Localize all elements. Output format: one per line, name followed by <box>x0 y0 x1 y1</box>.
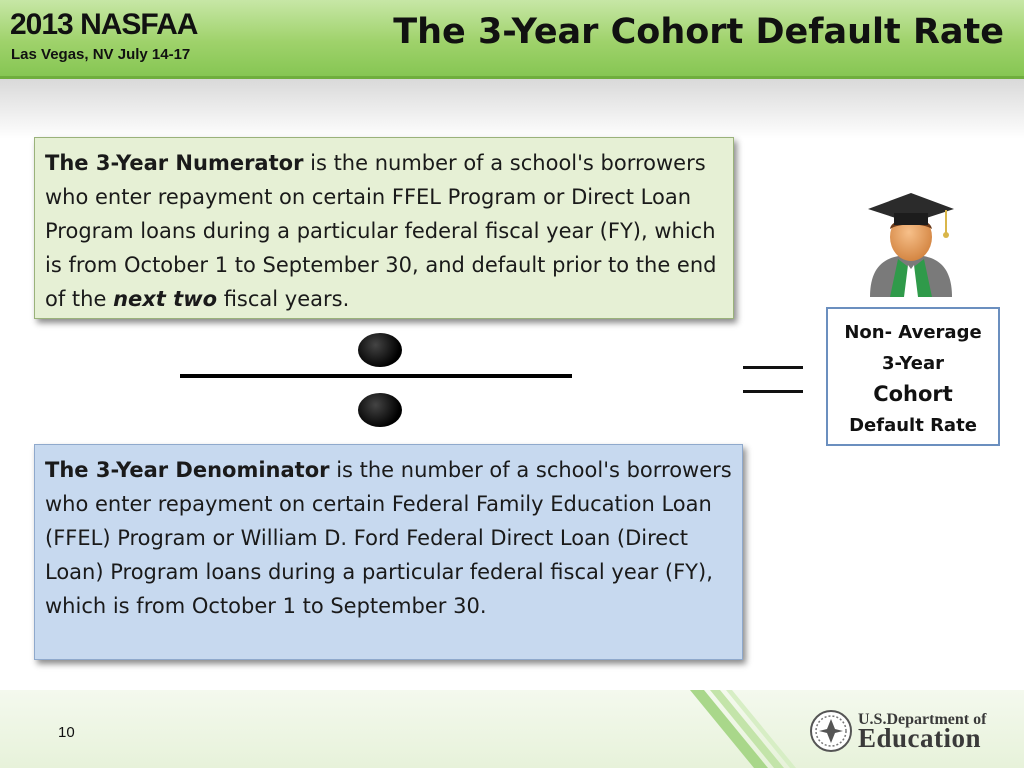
conference-title: 2013 NASFAA <box>10 8 198 41</box>
department-line1: U.S.Department of <box>858 711 987 728</box>
page-number: 10 <box>58 724 75 741</box>
slide-title: The 3-Year Cohort Default Rate <box>393 12 1004 52</box>
numerator-box <box>34 137 734 319</box>
numerator-text-part2: fiscal years. <box>217 287 350 311</box>
result-box <box>826 307 1000 446</box>
denominator-box <box>34 444 743 660</box>
result-line2: 3-Year <box>882 353 944 374</box>
numerator-emphasis: next two <box>113 287 218 311</box>
denominator-term: The 3-Year Denominator <box>45 458 330 482</box>
result-line1: Non- Average <box>844 322 982 343</box>
fraction-line <box>180 374 572 378</box>
numerator-text-part1: is the number of a school's borrowers who enter repayment on certain FFEL Program or Direct Loan Program loans during a particular federal fiscal year (FY), which is from October 1 to September 30, and default prior to the end of the <box>45 151 717 311</box>
result-line3: Cohort <box>873 382 953 406</box>
department-line2: Education <box>858 723 982 753</box>
denominator-text: is the number of a school's borrowers who enter repayment on certain Federal Family Education Loan (FFEL) Program or William D. Ford Federal Direct Loan (Direct Loan) Program loans during a particular federal fiscal year (FY), which is from October 1 to September 30. <box>45 458 732 618</box>
equals-sign-bottom <box>743 390 803 393</box>
denominator-dot <box>358 393 402 427</box>
footer-stripes <box>690 690 800 768</box>
graduate-avatar-icon <box>864 193 958 297</box>
numerator-dot <box>358 333 402 367</box>
numerator-term: The 3-Year Numerator <box>45 151 304 175</box>
header-shadow <box>0 79 1024 139</box>
equals-sign-top <box>743 366 803 369</box>
department-seal-icon <box>810 710 852 752</box>
conference-subtitle: Las Vegas, NV July 14-17 <box>11 46 191 63</box>
result-line4: Default Rate <box>849 415 977 436</box>
